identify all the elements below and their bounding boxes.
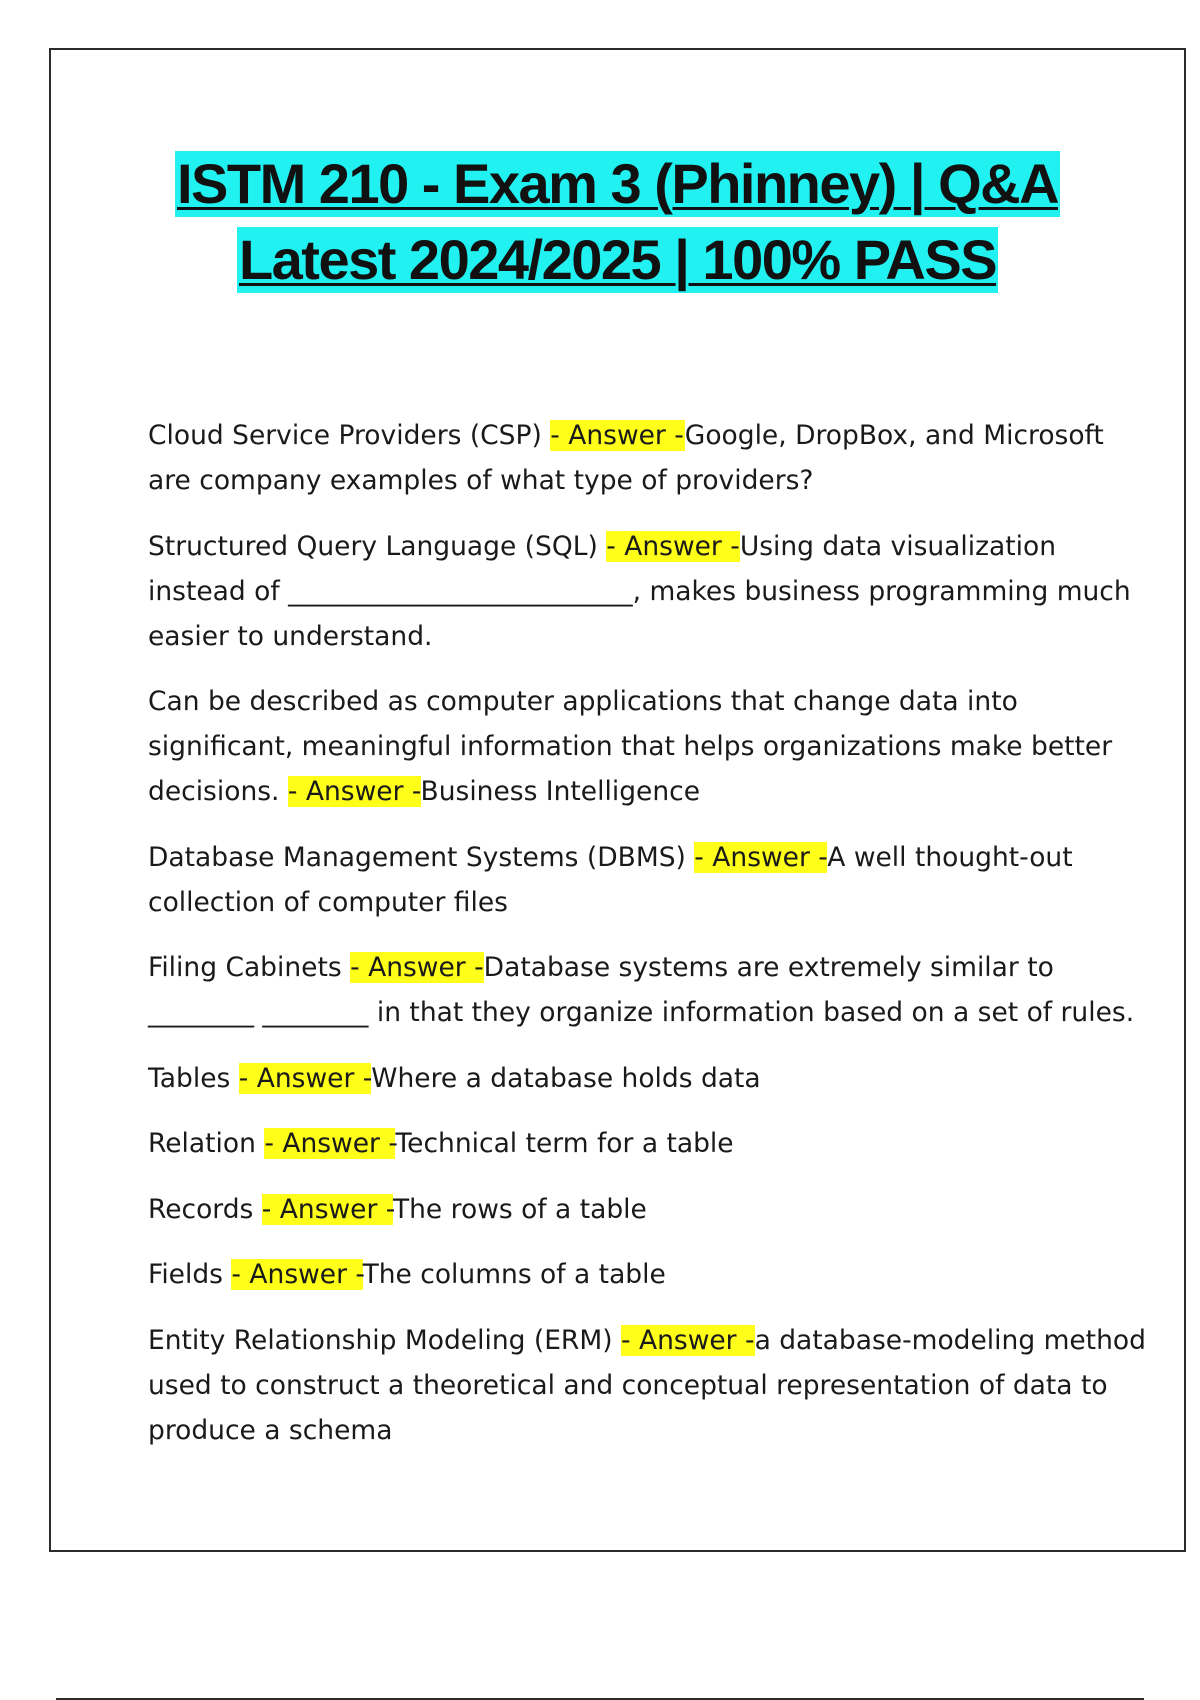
title-line-2: Latest 2024/2025 | 100% PASS	[238, 228, 997, 291]
question-text: Entity Relationship Modeling (ERM)	[148, 1324, 621, 1356]
answer-marker: - Answer -	[550, 420, 685, 451]
answer-text: Where a database holds data	[371, 1062, 761, 1094]
answer-text: Technical term for a table	[395, 1128, 734, 1159]
answer-marker: - Answer -	[287, 776, 421, 807]
qa-item-cloud-service-providers	[148, 413, 1148, 503]
answer-text: Database systems are extremely similar to ________ ________ in that they organize information based on a set of rules.	[148, 952, 1135, 1028]
answer-text: A well thought-out collection of computer files	[148, 841, 1073, 918]
answer-marker: - Answer -	[694, 841, 828, 873]
qa-item-sql	[148, 524, 1148, 659]
question-text: Fields	[148, 1259, 232, 1290]
question-text: Structured Query Language (SQL)	[148, 530, 607, 562]
answer-text: a database-modeling method used to construct a theoretical and conceptual representation of data to produce a schema	[148, 1324, 1146, 1446]
answer-marker: - Answer -	[261, 1193, 393, 1225]
answer-marker: - Answer -	[238, 1062, 372, 1094]
question-text: Filing Cabinets	[148, 952, 351, 983]
answer-text: Google, DropBox, and Microsoft are company examples of what type of providers?	[148, 420, 1104, 496]
qa-item-fields	[148, 1252, 1148, 1297]
answer-marker: - Answer -	[231, 1259, 363, 1290]
answer-text: Using data visualization instead of __________________________, makes business programming much easier to understand.	[148, 530, 1131, 652]
answer-text: Business Intelligence	[420, 776, 700, 807]
qa-item-dbms	[148, 835, 1148, 925]
answer-marker: - Answer -	[350, 952, 484, 983]
question-text: Relation	[148, 1128, 265, 1159]
answer-marker: - Answer -	[264, 1128, 396, 1159]
qa-list	[148, 413, 1148, 1473]
question-text: Tables	[148, 1062, 239, 1094]
answer-marker: - Answer -	[606, 530, 740, 562]
title-line-1: ISTM 210 - Exam 3 (Phinney) | Q&A	[176, 152, 1059, 215]
question-text: Cloud Service Providers (CSP)	[148, 420, 551, 451]
qa-item-tables	[148, 1056, 1148, 1101]
document-title	[51, 146, 1184, 298]
qa-item-filing-cabinets	[148, 945, 1148, 1035]
qa-item-relation	[148, 1121, 1148, 1166]
question-text: Database Management Systems (DBMS)	[148, 841, 695, 873]
question-text: Records	[148, 1193, 262, 1225]
answer-marker: - Answer -	[620, 1324, 755, 1356]
qa-item-records	[148, 1187, 1148, 1232]
answer-text: The rows of a table	[392, 1193, 647, 1225]
question-text: Can be described as computer applications that change data into significant, meaningful information that helps organizations make better decisions.	[148, 686, 1113, 807]
answer-text: The columns of a table	[362, 1259, 666, 1290]
qa-item-business-intelligence	[148, 679, 1148, 814]
qa-item-erm	[148, 1318, 1148, 1453]
page-frame	[49, 48, 1186, 1552]
